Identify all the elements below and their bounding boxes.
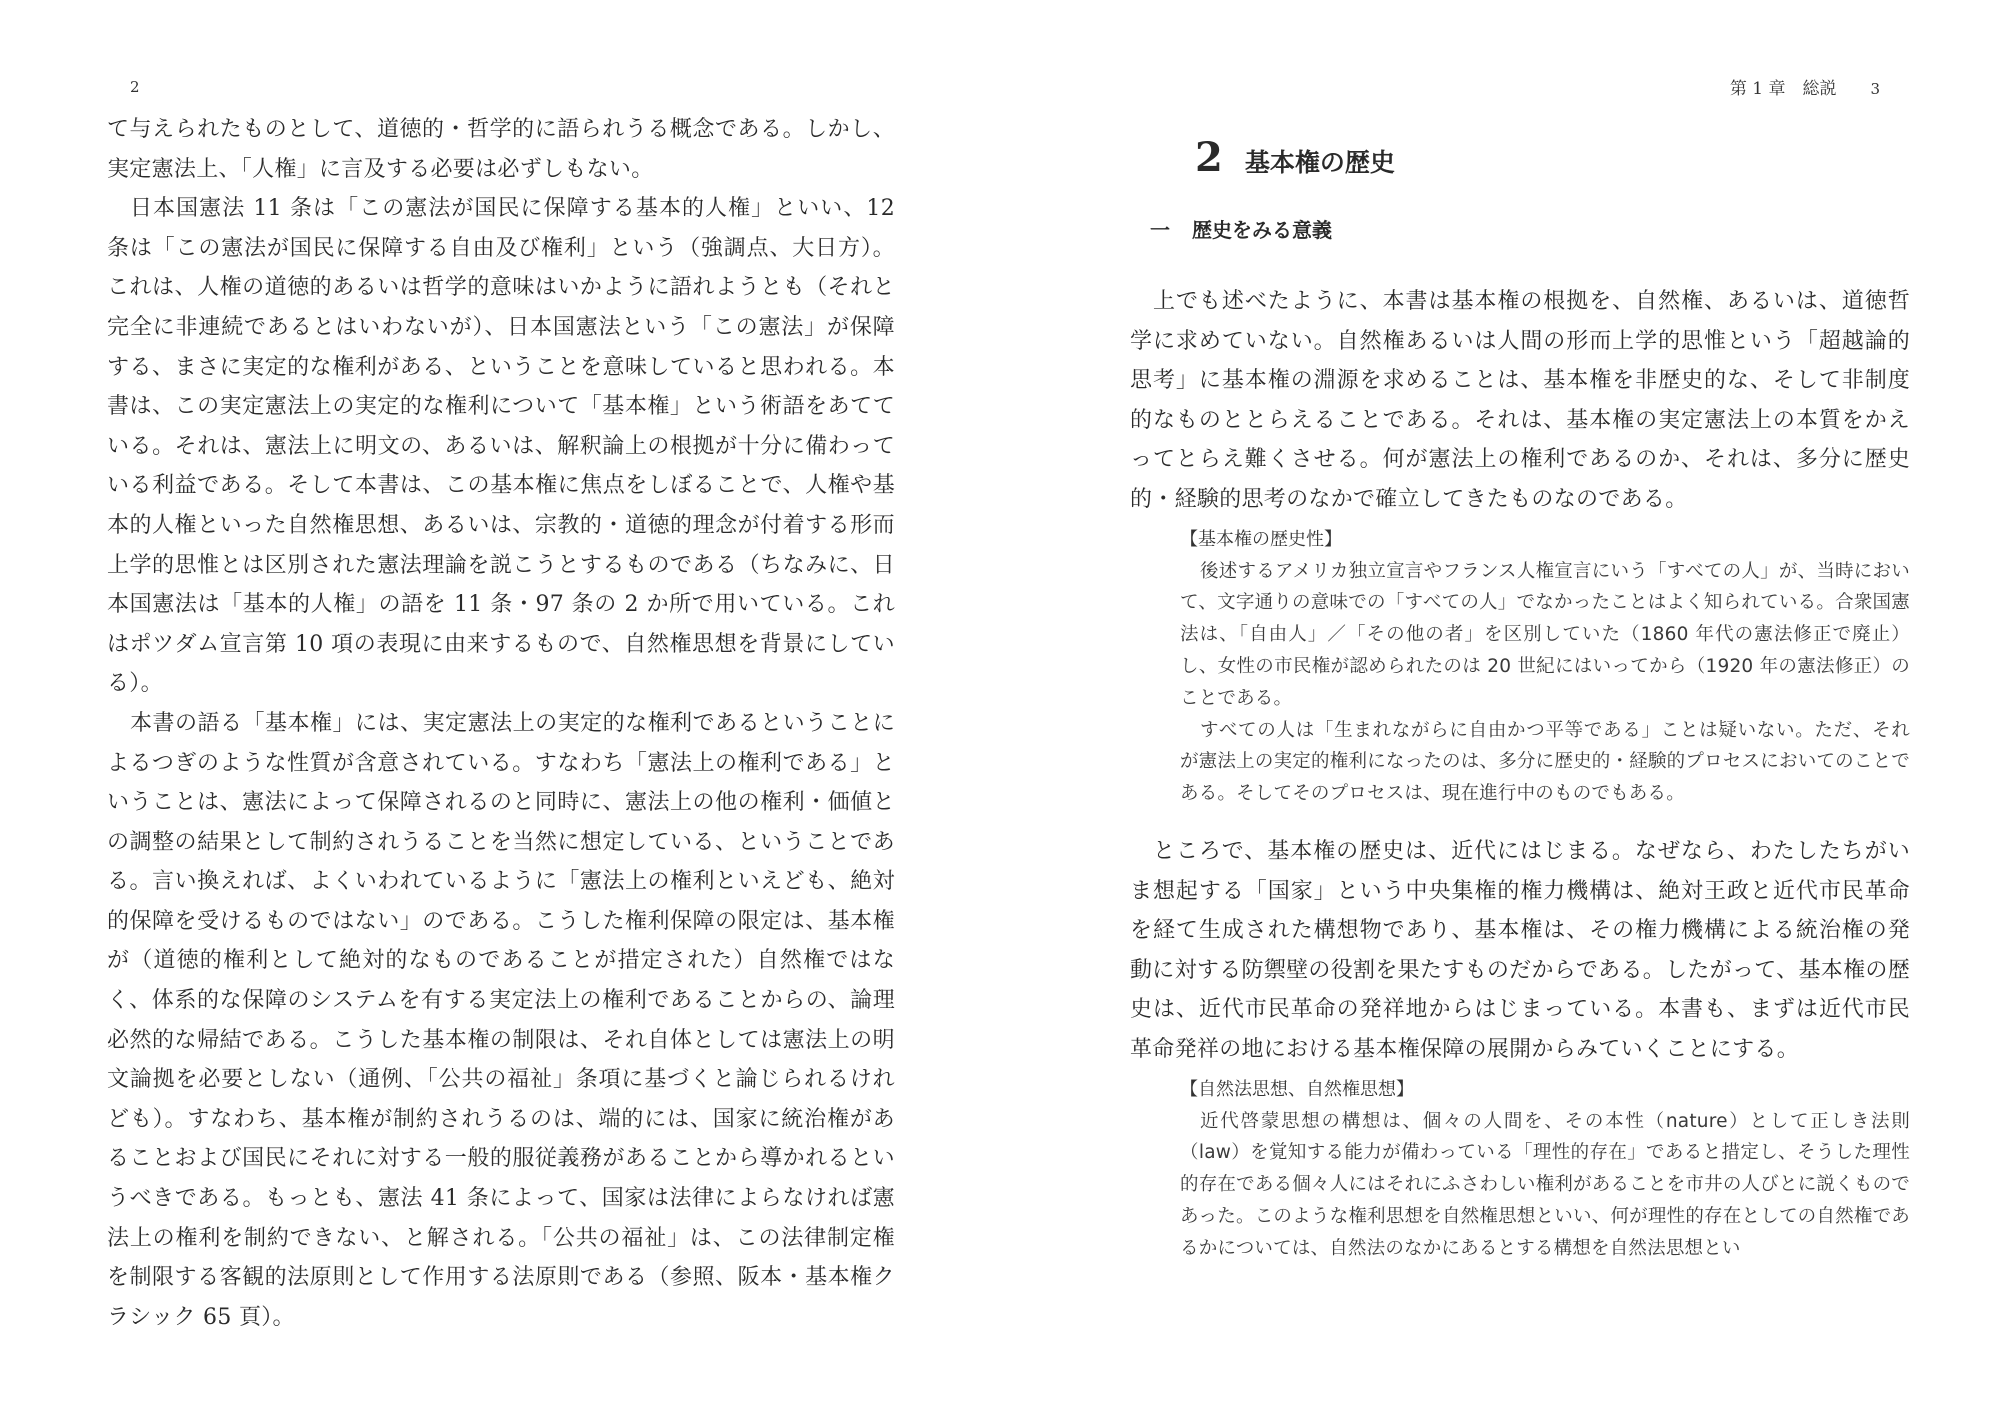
- chapter-title: 基本権の歴史: [1244, 148, 1395, 177]
- note-paragraph: 近代啓蒙思想の構想は、個々の人間を、その本性（nature）として正しき法則（law）を覚知する能力が備わっている「理性的存在」であると措定し、そうした理性的存在である個々人にはそれにふさわしい権利があることを市井の人びとに説くものであった。このような権利思想を自然権思想といい、何が理性的存在としての自然権であるかについては、自然法のなかにあるとする構想を自然法思想とい: [1180, 1110, 1910, 1259]
- page-number-left: 2: [130, 78, 140, 96]
- body-paragraph-3: 本書の語る「基本権」には、実定憲法上の実定的な権利であるということによるつぎのような性質が含意されている。すなわち「憲法上の権利である」ということは、憲法によって保障されるのと同時に、憲法上の他の権利・価値との調整の結果として制約されうることを当然に想定している、ということである。言い換えれば、よくいわれているように「憲法上の権利といえども、絶対的保障を受けるものではない」のである。こうした権利保障の限定は、基本権が（道徳的権利として絶対的なものであることが措定された）自然権ではなく、体系的な保障のシステムを有する実定法上の権利であることからの、論理必然的な帰結である。こうした基本権の制限は、それ自体としては憲法上の明文論拠を必要としない（通例、「公共の福祉」条項に基づくと論じられるけれども）。すなわち、基本権が制約されうるのは、端的には、国家に統治権があることおよび国民にそれに対する一般的服従義務があることから導かれるというべきである。もっとも、憲法 41 条によって、国家は法律によらなければ憲法上の権利を制約できない、と解される。「公共の福祉」は、この法律制定権を制限する客観的法原則として作用する法原則である（参照、阪本・基本権クラシック 65 頁）。: [107, 710, 895, 1330]
- left-page-body: [107, 110, 895, 1337]
- running-head: [1730, 74, 1880, 99]
- body-paragraph-right-1: 上でも述べたように、本書は基本権の根拠を、自然権、あるいは、道徳哲学に求めていない。自然権あるいは人間の形而上学的思惟という「超越論的思考」に基本権の淵源を求めることは、基本権を非歴史的な、そして非制度的なものととらえることである。それは、基本権の実定憲法上の本質をかえってとらえ難くさせる。何が憲法上の権利であるのか、それは、多分に歴史的・経験的思考のなかで確立してきたものなのである。: [1130, 289, 1910, 512]
- note-title: 【基本権の歴史性】: [1180, 528, 1342, 550]
- note-paragraph: 後述するアメリカ独立宣言やフランス人権宣言にいう「すべての人」が、当時において、文字通りの意味での「すべての人」でなかったことはよく知られている。合衆国憲法は、「自由人」／「その他の者」を区別していた（1860 年代の憲法修正で廃止）し、女性の市民権が認められたのは 20 世紀にはいってから（1920 年の憲法修正）のことである。: [1180, 560, 1910, 709]
- right-page-body: [1130, 110, 1910, 1264]
- chapter-heading: [1130, 134, 1910, 196]
- chapter-number: 2: [1195, 134, 1223, 181]
- body-paragraph-right-2: ところで、基本権の歴史は、近代にはじまる。なぜなら、わたしたちがいま想起する「国家」という中央集権的権力機構は、絶対王政と近代市民革命を経て生成された構想物であり、基本権は、その権力機構による統治権の発動に対する防禦壁の役割を果たすものだからである。したがって、基本権の歴史は、近代市民革命の発祥地からはじまっている。本書も、まずは近代市民革命発祥の地における基本権保障の展開からみていくことにする。: [1130, 838, 1910, 1062]
- note-paragraph: すべての人は「生まれながらに自由かつ平等である」ことは疑いない。ただ、それが憲法上の実定的権利になったのは、多分に歴史的・経験的プロセスにおいてのことである。そしてそのプロセスは、現在進行中のものでもある。: [1180, 719, 1910, 805]
- section-heading: [1130, 214, 1910, 258]
- note-natural-law: [1180, 1074, 1910, 1265]
- body-paragraph-1: て与えられたものとして、道徳的・哲学的に語られうる概念である。しかし、実定憲法上、「人権」に言及する必要は必ずしもない。: [107, 117, 895, 182]
- running-head-chapter: 第 1 章 総説: [1729, 79, 1837, 99]
- body-paragraph-2: 日本国憲法 11 条は「この憲法が国民に保障する基本的人権」といい、12 条は「この憲法が国民に保障する自由及び権利」という（強調点、大日方）。これは、人権の道徳的あるいは哲学的意味はいかように語れようとも（それと完全に非連続であるとはいわないが）、日本国憲法という「この憲法」が保障する、まさに実定的な権利がある、ということを意味していると思われる。本書は、この実定憲法上の実定的な権利について「基本権」という術語をあてている。それは、憲法上に明文の、あるいは、解釈論上の根拠が十分に備わっている利益である。そして本書は、この基本権に焦点をしぼることで、人権や基本的人権といった自然権思想、あるいは、宗教的・道徳的理念が付着する形而上学的思惟とは区別された憲法理論を説こうとするものである（ちなみに、日本国憲法は「基本的人権」の語を 11 条・97 条の 2 か所で用いている。これはポツダム宣言第 10 項の表現に由来するもので、自然権思想を背景にしている）。: [107, 196, 895, 697]
- note-historicity: [1180, 524, 1910, 810]
- note-title: 【自然法思想、自然権思想】: [1180, 1078, 1414, 1100]
- section-number: 一: [1150, 218, 1170, 242]
- page-number-right: 3: [1870, 80, 1880, 98]
- section-title: 歴史をみる意義: [1192, 218, 1332, 242]
- right-page: [1000, 0, 2000, 1406]
